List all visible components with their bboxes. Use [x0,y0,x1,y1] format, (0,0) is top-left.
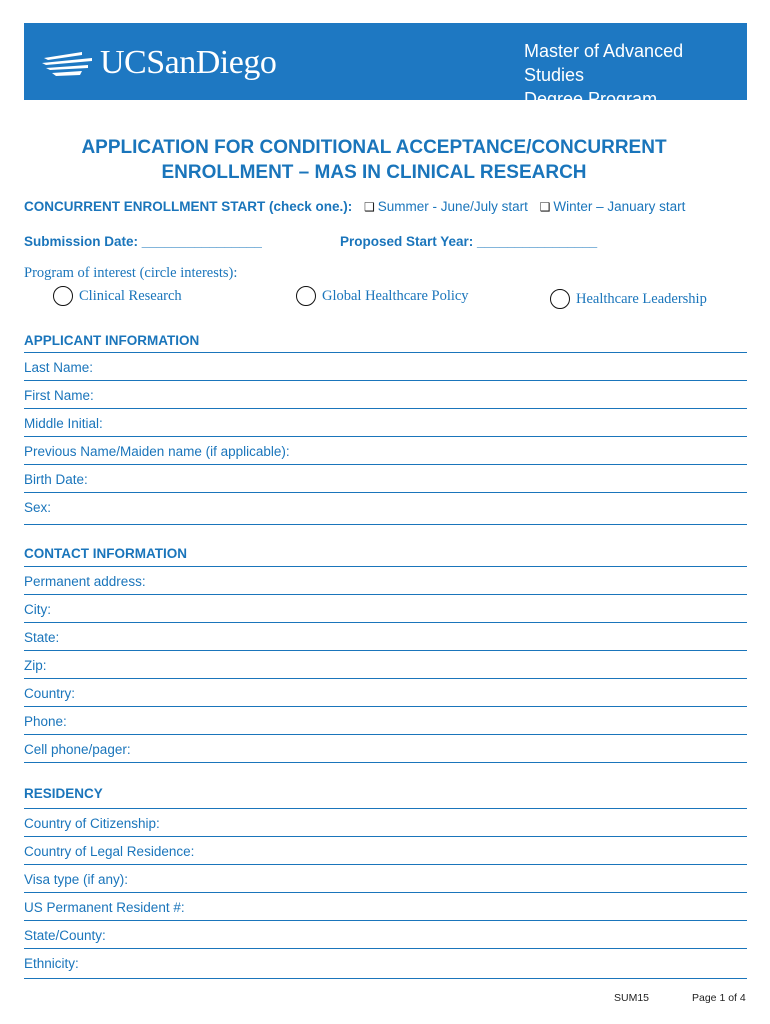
divider [24,492,747,493]
zip-field[interactable]: Zip: [24,658,47,673]
divider [24,622,747,623]
ethnicity-field[interactable]: Ethnicity: [24,956,79,971]
circle-icon [53,286,73,306]
citizenship-field[interactable]: Country of Citizenship: [24,816,160,831]
divider [24,808,747,809]
divider [24,920,747,921]
title-line-2: ENROLLMENT – MAS IN CLINICAL RESEARCH [161,162,587,183]
divider [24,678,747,679]
last-name-field[interactable]: Last Name: [24,360,94,375]
program-option-label: Healthcare Leadership [576,290,707,307]
trident-icon [42,48,94,78]
divider [24,566,747,567]
page-number: Page 1 of 4 [692,992,746,1004]
residency-section-title: RESIDENCY [24,786,103,801]
enrollment-row [24,199,685,214]
program-option-clinical[interactable] [53,286,182,306]
divider [24,734,747,735]
summer-checkbox[interactable]: ❑ [364,200,375,214]
legal-residence-field[interactable]: Country of Legal Residence: [24,844,195,859]
contact-section-title: CONTACT INFORMATION [24,546,187,561]
document-title [24,135,724,185]
circle-icon [550,289,570,309]
phone-field[interactable]: Phone: [24,714,67,729]
divider [24,706,747,707]
divider [24,380,747,381]
program-option-leadership[interactable] [550,289,707,309]
state-county-field[interactable]: State/County: [24,928,106,943]
previous-name-field[interactable]: Previous Name/Maiden name (if applicable): [24,444,290,459]
divider [24,524,747,525]
divider [24,436,747,437]
program-line-2: Degree Program [524,89,658,109]
enrollment-label: CONCURRENT ENROLLMENT START (check one.): [24,199,353,214]
divider [24,892,747,893]
title-line-1: APPLICATION FOR CONDITIONAL ACCEPTANCE/CONCURRENT [81,137,667,158]
divider [24,464,747,465]
divider [24,836,747,837]
summer-option-label: Summer - June/July start [377,199,528,214]
permanent-resident-field[interactable]: US Permanent Resident #: [24,900,185,915]
program-option-label: Global Healthcare Policy [322,287,469,304]
divider [24,408,747,409]
winter-option-label: Winter – January start [553,199,686,214]
form-code: SUM15 [614,992,650,1004]
header-banner [24,23,747,109]
city-field[interactable]: City: [24,602,51,617]
program-name [524,39,747,111]
state-field[interactable]: State: [24,630,60,645]
divider [24,864,747,865]
logo-text: UCSanDiego [100,44,277,81]
divider [24,762,747,763]
program-option-global-policy[interactable] [296,286,469,306]
ucsd-logo [42,46,276,80]
program-interest-label: Program of interest (circle interests): [24,265,238,281]
cell-phone-field[interactable]: Cell phone/pager: [24,742,131,757]
program-option-label: Clinical Research [79,287,182,304]
submission-date-field[interactable]: Submission Date: ________________ [24,234,262,249]
visa-type-field[interactable]: Visa type (if any): [24,872,129,887]
circle-icon [296,286,316,306]
country-field[interactable]: Country: [24,686,76,701]
divider [24,978,747,979]
permanent-address-field[interactable]: Permanent address: [24,574,146,589]
divider [24,650,747,651]
divider [24,594,747,595]
divider [24,948,747,949]
first-name-field[interactable]: First Name: [24,388,94,403]
applicant-section-title: APPLICANT INFORMATION [24,333,200,348]
birth-date-field[interactable]: Birth Date: [24,472,88,487]
proposed-start-year-field[interactable]: Proposed Start Year: ________________ [340,234,598,249]
winter-checkbox[interactable]: ❑ [539,200,551,214]
divider [24,352,747,353]
sex-field[interactable]: Sex: [24,500,52,515]
program-line-1: Master of Advanced Studies [524,41,684,85]
middle-initial-field[interactable]: Middle Initial: [24,416,103,431]
